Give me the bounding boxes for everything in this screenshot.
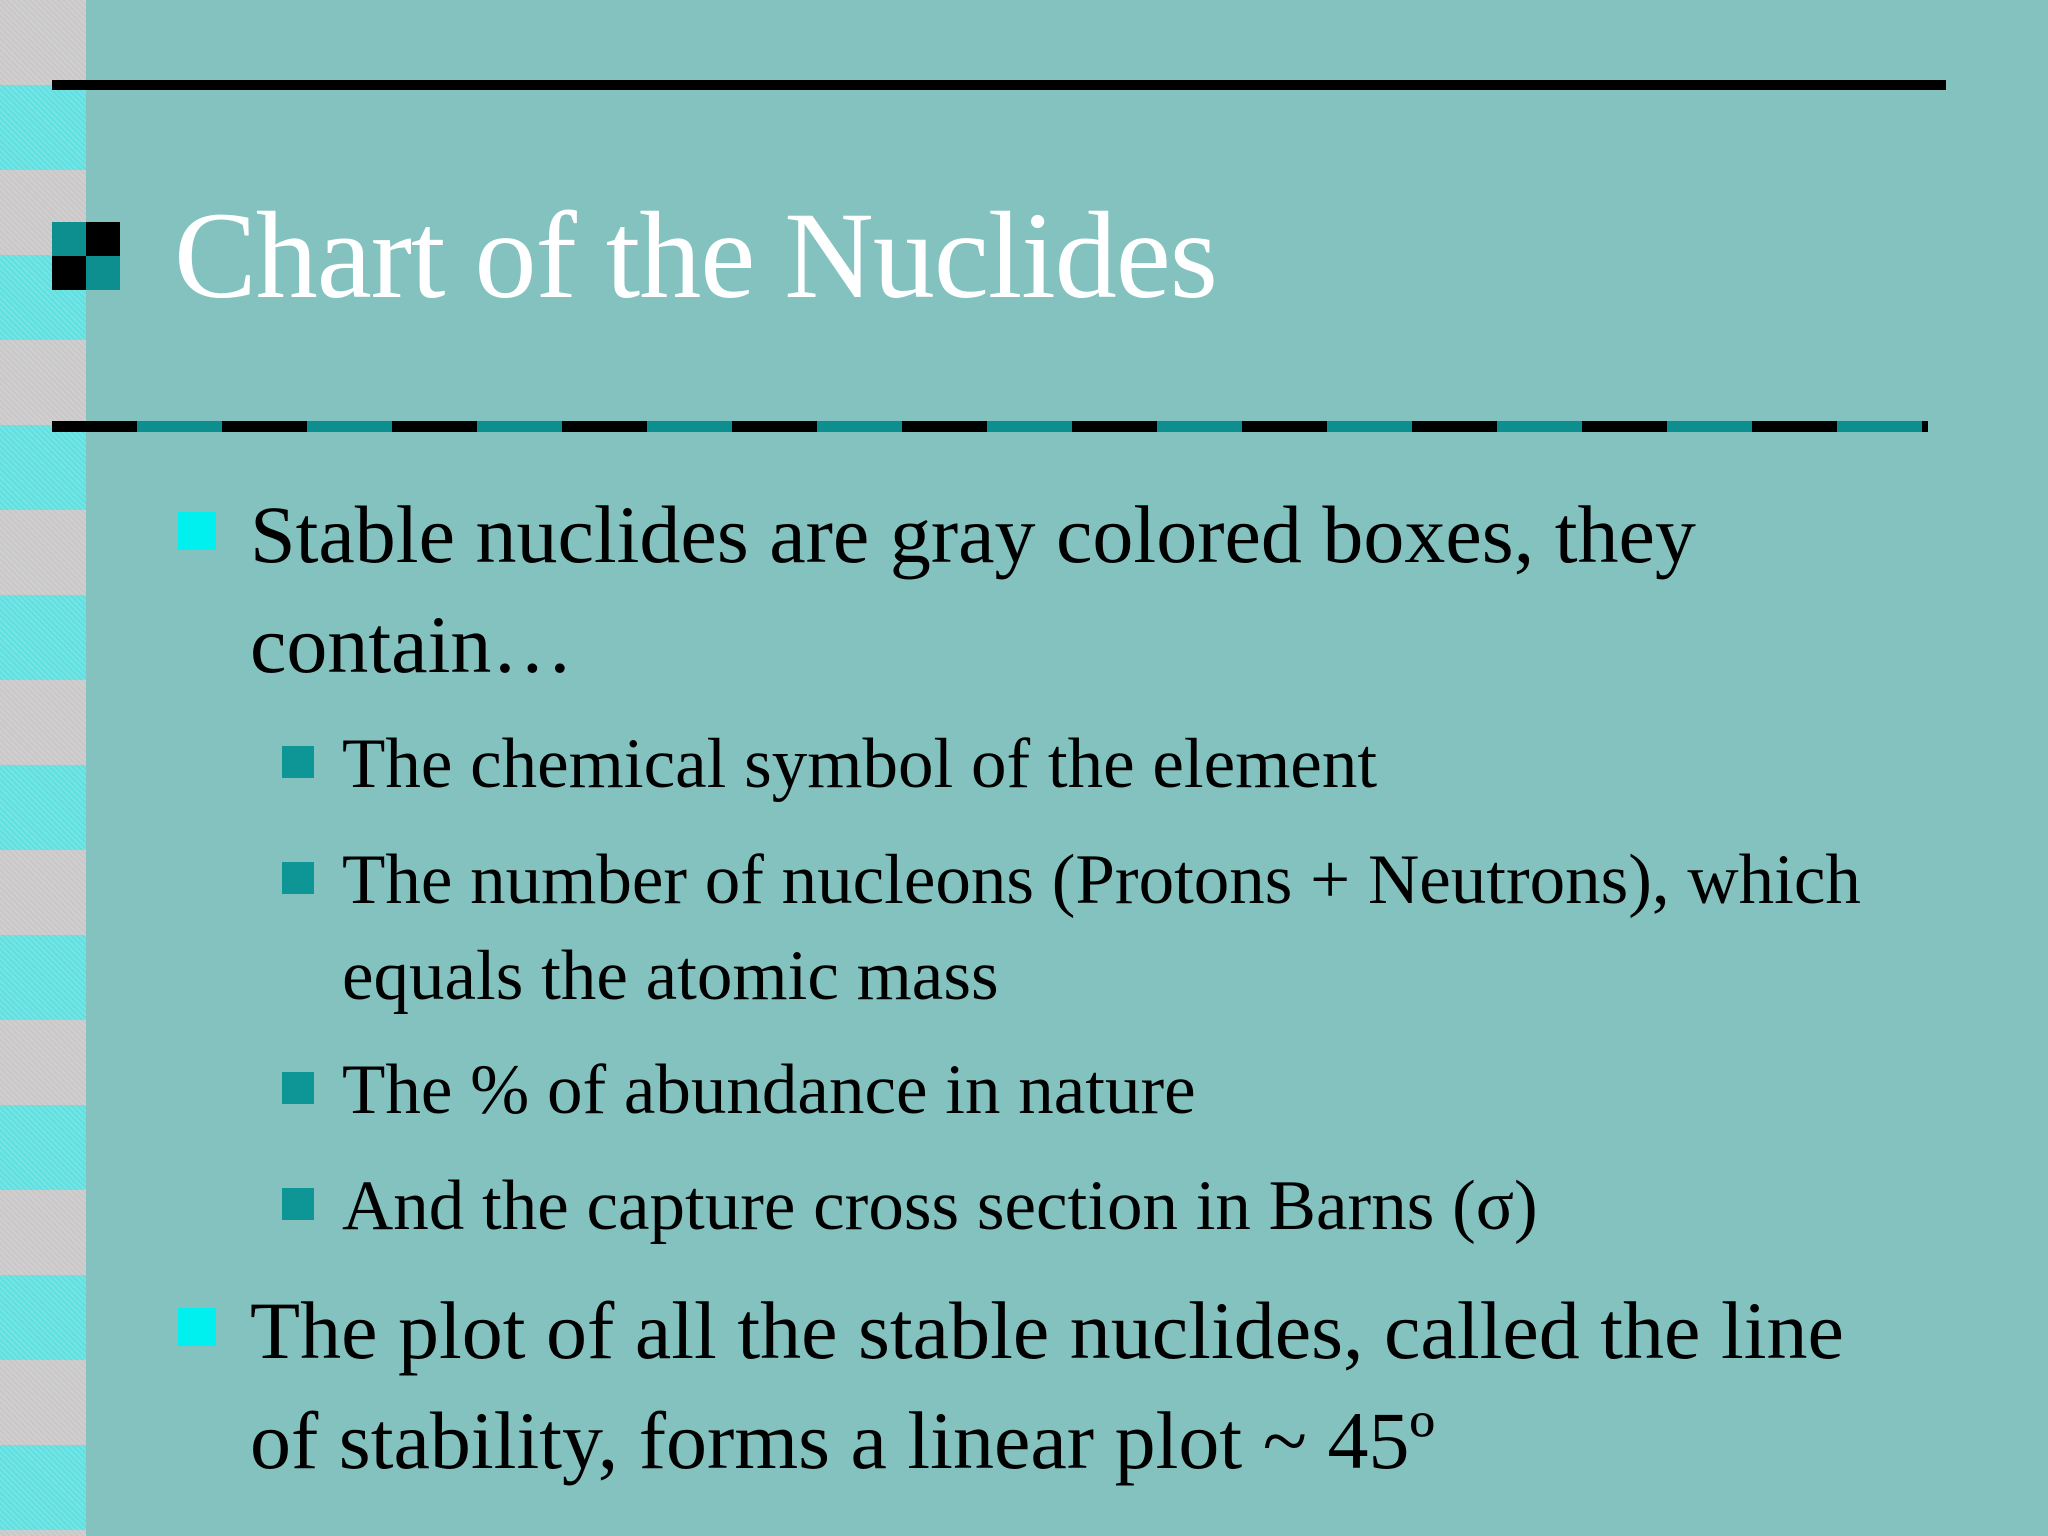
sub-bullet-text: The % of abundance in nature (342, 1051, 1196, 1129)
sub-bullet-item (342, 1042, 1902, 1138)
bullet-item (250, 480, 1890, 700)
sub-bullet-item (342, 832, 1902, 1024)
checker-cell (86, 256, 120, 290)
sub-bullet-item (342, 1158, 1902, 1254)
bullet-item (250, 1276, 1890, 1496)
top-rule (52, 80, 1946, 90)
sub-bullet-text: The number of nucleons (Protons + Neutrons), which equals the atomic mass (342, 841, 1861, 1015)
square-bullet-icon (178, 1308, 216, 1346)
sub-bullet-text: The chemical symbol of the element (342, 725, 1378, 803)
dashed-divider (52, 421, 1928, 432)
bullet-text: Stable nuclides are gray colored boxes, they contain… (250, 489, 1696, 690)
sub-bullet-item (342, 716, 1902, 812)
bullet-text: The plot of all the stable nuclides, called the line of stability, forms a linear plot ~ 45º (250, 1285, 1844, 1486)
square-bullet-icon (282, 1072, 314, 1104)
square-bullet-icon (282, 746, 314, 778)
checker-cell (52, 222, 86, 256)
slide-title: Chart of the Nuclides (174, 187, 1218, 324)
square-bullet-icon (178, 512, 216, 550)
sub-bullet-text: And the capture cross section in Barns (σ) (342, 1167, 1538, 1245)
square-bullet-icon (282, 862, 314, 894)
square-bullet-icon (282, 1188, 314, 1220)
checkered-square-icon (52, 222, 120, 290)
checker-cell (86, 222, 120, 256)
checker-cell (52, 256, 86, 290)
